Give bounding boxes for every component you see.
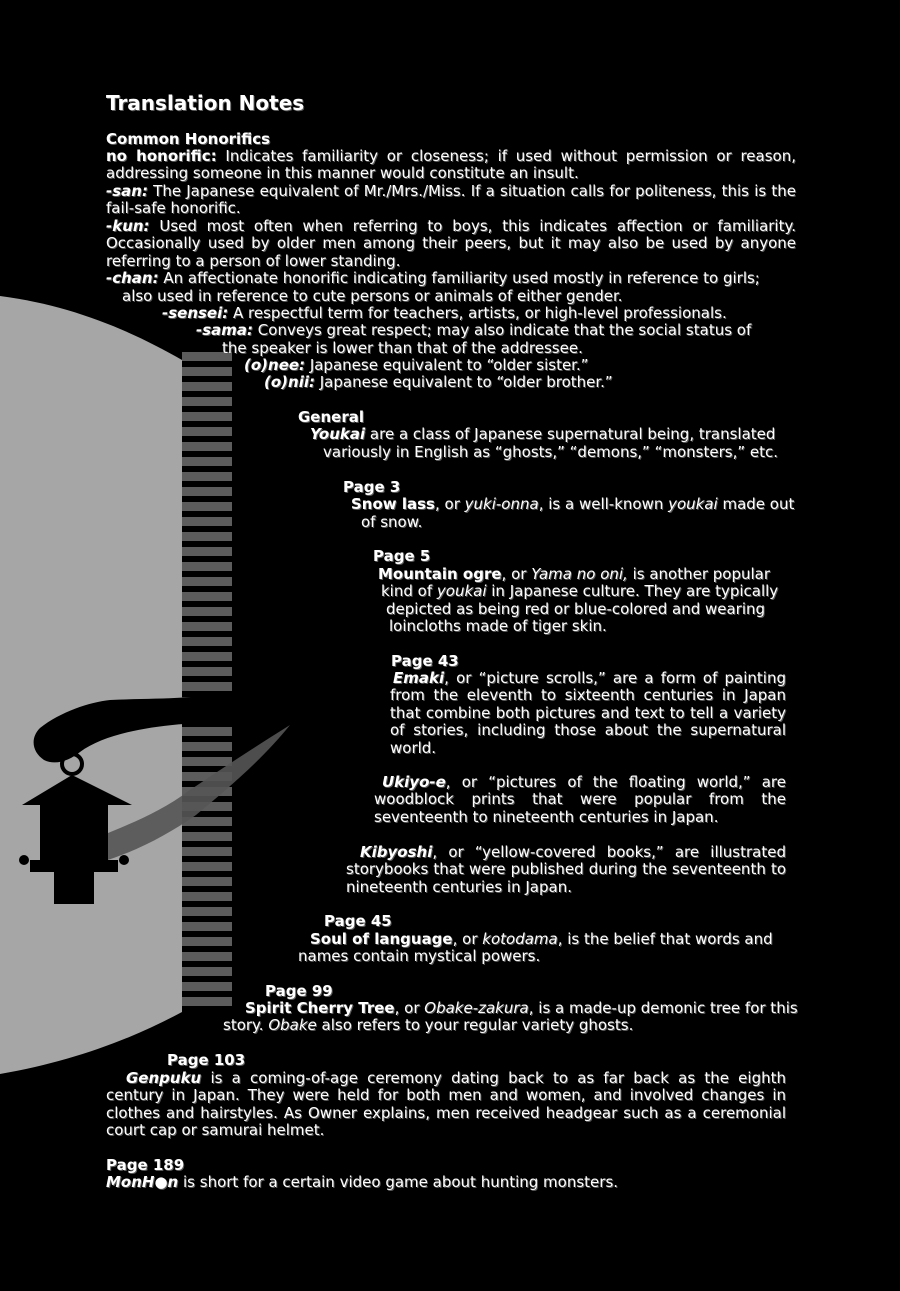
chan-text-line1: An affectionate honorific indicating familiarity used mostly in reference to girls; — [158, 269, 760, 287]
mountain-ogre-text-2: is another popular — [627, 565, 771, 583]
soul-of-language-line2: names contain mystical powers. — [298, 947, 541, 965]
sensei-entry — [162, 305, 727, 322]
page-189-heading: Page 189 — [106, 1156, 185, 1174]
sama-text-line1: Conveys great respect; may also indicate that the social status of — [253, 321, 752, 339]
genpuku-term: Genpuku — [126, 1069, 202, 1087]
obake-term: Obake — [268, 1016, 317, 1034]
page-99-heading: Page 99 — [265, 982, 333, 1000]
youkai-word-2: youkai — [436, 582, 487, 600]
spirit-cherry-tree-line2-b: also refers to your regular variety ghosts. — [316, 1016, 634, 1034]
spirit-cherry-tree-term: Spirit Cherry Tree — [245, 999, 395, 1017]
soul-of-language-term: Soul of language — [310, 930, 453, 948]
kun-entry — [106, 218, 796, 270]
monhun-entry — [106, 1174, 618, 1191]
san-text: The Japanese equivalent of Mr./Mrs./Miss. If a situation calls for politeness, this is the fail-safe honorific. — [106, 182, 796, 218]
spirit-cherry-tree-text-1: , or — [394, 999, 425, 1017]
no-honorific-text: Indicates familiarity or closeness; if used without permission or reason, addressing someone in this manner would constitute an insult. — [106, 147, 796, 183]
ukiyoe-term: Ukiyo-e — [382, 773, 446, 791]
kibyoshi-text: , or “yellow-covered books,” are illustrated storybooks that were published during the seventeenth to nineteenth centuries in Japan. — [346, 843, 786, 896]
sama-entry — [196, 322, 751, 339]
snow-lass-term: Snow lass — [351, 495, 435, 513]
emaki-entry — [390, 670, 786, 757]
no-honorific-entry — [106, 148, 796, 183]
figure-silhouette — [232, 352, 296, 1012]
page-45-heading: Page 45 — [324, 912, 392, 930]
sensei-text: A respectful term for teachers, artists, or high-level professionals. — [228, 304, 727, 322]
spirit-cherry-tree-entry — [245, 1000, 798, 1017]
kibyoshi-term: Kibyoshi — [360, 843, 433, 861]
mountain-ogre-line2-a: kind of — [381, 582, 437, 600]
soul-of-language-text-2: , is the belief that words and — [557, 930, 773, 948]
kotodama-term: kotodama — [482, 930, 558, 948]
yuki-onna-term: yuki-onna — [464, 495, 539, 513]
san-term: -san: — [106, 182, 148, 200]
snow-lass-text-2: , is a well-known — [538, 495, 669, 513]
monhun-term: MonH●n — [106, 1173, 179, 1191]
genpuku-text: is a coming-of-age ceremony dating back to as far back as the eighth century in Japan. They were held for both men and women, and involved changes in clothes and hairstyles. As Owner explains, men received headgear such as a ceremonial court cap or samurai helmet. — [106, 1069, 786, 1140]
mountain-ogre-line4: loincloths made of tiger skin. — [389, 617, 607, 635]
mountain-ogre-line2 — [381, 583, 778, 600]
snow-lass-entry — [351, 496, 794, 513]
yama-no-oni-term: Yama no oni, — [531, 565, 628, 583]
window-blind — [182, 352, 232, 1006]
sama-term: -sama: — [196, 321, 254, 339]
emaki-text: , or “picture scrolls,” are a form of painting from the eleventh to sixteenth centuries in Japan that combine both pictures and text to tell a variety of stories, including those about the supernatural world. — [390, 669, 786, 757]
youkai-term: Youkai — [310, 425, 366, 443]
onii-text: Japanese equivalent to “older brother.” — [314, 373, 613, 391]
ukiyoe-entry — [374, 774, 786, 826]
sensei-term: -sensei: — [162, 304, 229, 322]
mountain-ogre-line3: depicted as being red or blue-colored and wearing — [386, 600, 766, 618]
snow-lass-text-1: , or — [435, 495, 465, 513]
moon-disc — [0, 296, 182, 1074]
youkai-word: youkai — [668, 495, 718, 513]
ukiyoe-text: , or “pictures of the floating world,” are woodblock prints that were popular from the seventeenth to nineteenth centuries in Japan. — [374, 773, 786, 826]
snow-lass-line2: of snow. — [361, 513, 423, 531]
monhun-text: is short for a certain video game about hunting monsters. — [178, 1173, 619, 1191]
page-3-heading: Page 3 — [343, 478, 401, 496]
page-5-heading: Page 5 — [373, 547, 431, 565]
san-entry — [106, 183, 796, 218]
sama-text-line2: the speaker is lower than that of the addressee. — [222, 339, 583, 357]
onee-term: (o)nee: — [244, 356, 306, 374]
spirit-cherry-tree-line2-a: story. — [223, 1016, 269, 1034]
mountain-ogre-entry — [378, 566, 770, 583]
obake-zakura-term: Obake-zakura — [424, 999, 529, 1017]
page-title: Translation Notes — [106, 91, 305, 115]
general-heading: General — [298, 408, 364, 426]
genpuku-entry — [106, 1070, 786, 1140]
mountain-ogre-line2-b: in Japanese culture. They are typically — [486, 582, 779, 600]
chan-entry — [106, 270, 760, 287]
chan-term: -chan: — [106, 269, 159, 287]
snow-lass-text-3: made out — [717, 495, 795, 513]
kun-text: Used most often when referring to boys, this indicates affection or familiarity. Occasionally used by older men among their peers, but it may also be used by anyone referring to a person of lower standing. — [106, 217, 796, 270]
emaki-term: Emaki — [393, 669, 445, 687]
mountain-ogre-term: Mountain ogre — [378, 565, 502, 583]
onii-term: (o)nii: — [264, 373, 315, 391]
page-103-heading: Page 103 — [167, 1051, 246, 1069]
youkai-text-line2: variously in English as “ghosts,” “demons,” “monsters,” etc. — [323, 443, 779, 461]
spirit-cherry-tree-text-2: , is a made-up demonic tree for this — [528, 999, 798, 1017]
page-43-heading: Page 43 — [391, 652, 459, 670]
kibyoshi-entry — [346, 844, 786, 896]
soul-of-language-text-1: , or — [452, 930, 483, 948]
onee-text: Japanese equivalent to “older sister.” — [305, 356, 589, 374]
honorifics-heading: Common Honorifics — [106, 130, 271, 148]
spirit-cherry-tree-line2 — [223, 1017, 633, 1034]
mountain-ogre-text-1: , or — [501, 565, 532, 583]
no-honorific-term: no honorific: — [106, 147, 217, 165]
chan-text-line2: also used in reference to cute persons or animals of either gender. — [122, 287, 623, 305]
soul-of-language-entry — [310, 931, 773, 948]
onee-entry — [244, 357, 589, 374]
youkai-text-line1: are a class of Japanese supernatural being, translated — [365, 425, 776, 443]
onii-entry — [264, 374, 613, 391]
youkai-entry — [310, 426, 775, 443]
kun-term: -kun: — [106, 217, 150, 235]
